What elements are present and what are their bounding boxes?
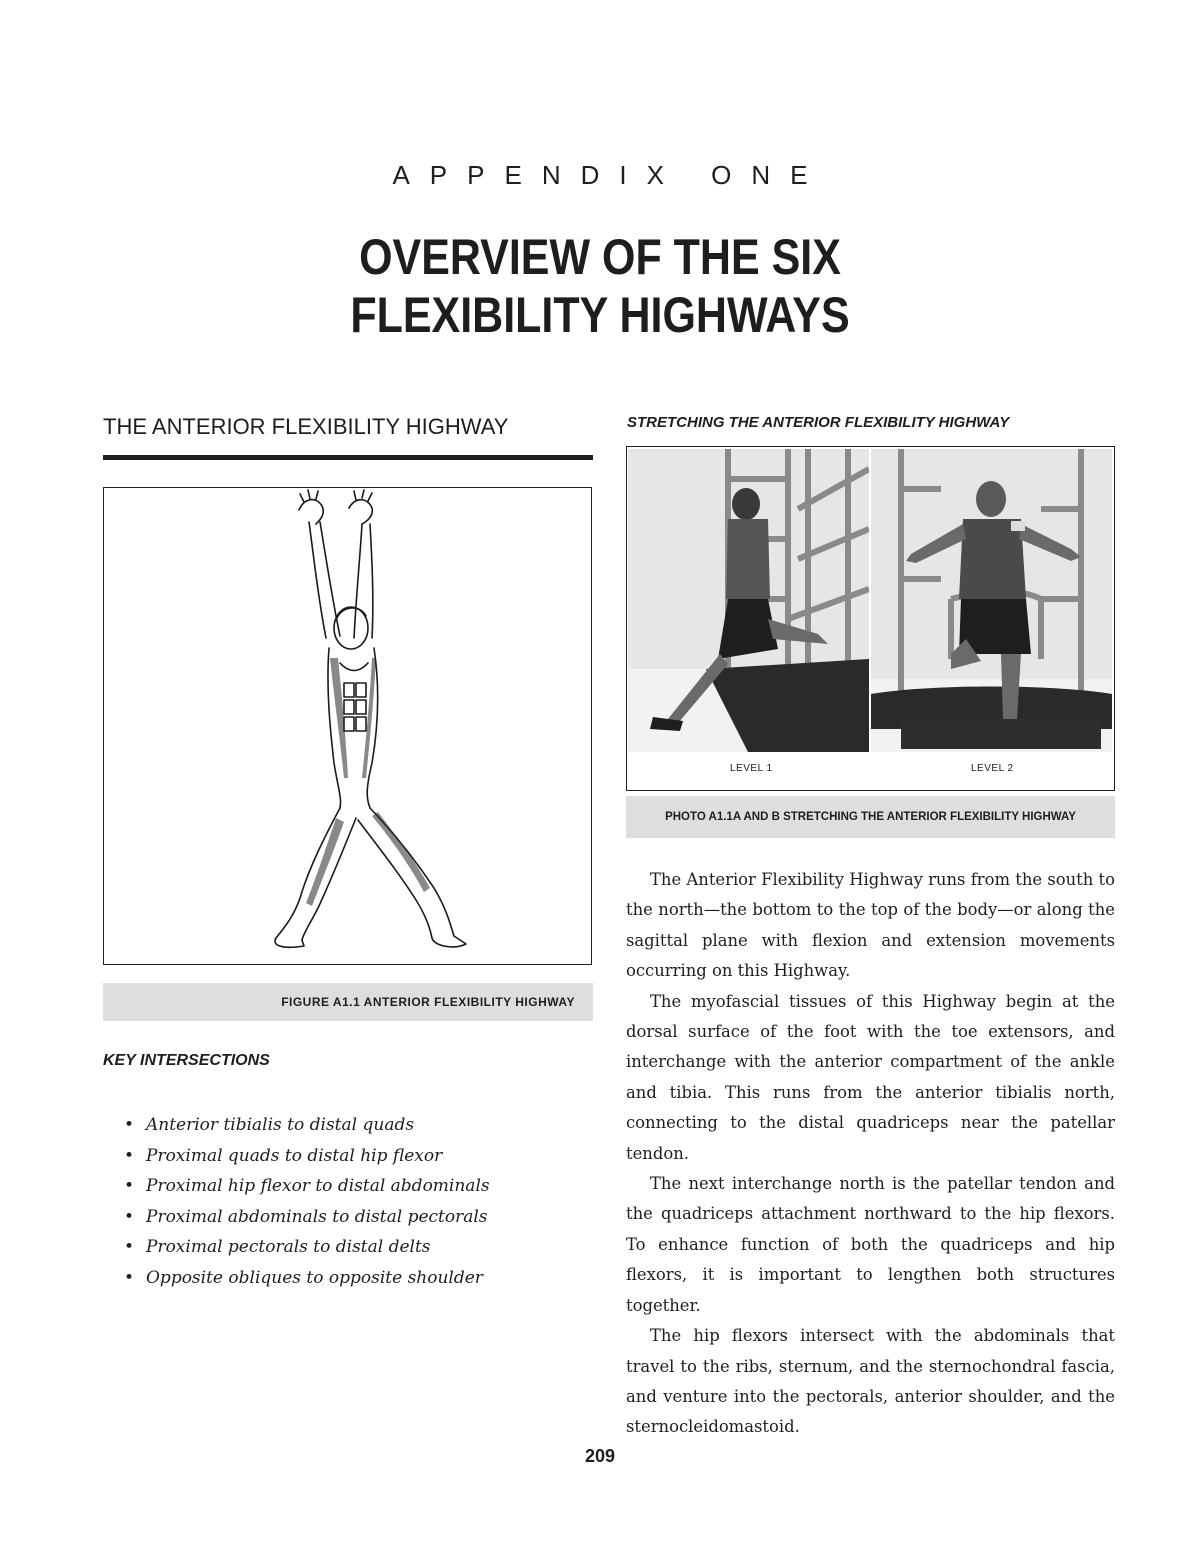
section-divider (103, 455, 593, 460)
paragraph: The myofascial tissues of this Highway begin at the dorsal surface of the foot with the toe extensors, and interchange with the anterior compartment of the ankle and tibia. This runs from the anterior tibialis north, connecting to the distal quadriceps near the patellar tendon. (626, 991, 1115, 1163)
photo-level-1 (628, 449, 869, 752)
list-item: • Proximal hip flexor to distal abdominals (124, 1171, 490, 1202)
photo-label-level-2: LEVEL 2 (971, 763, 1014, 774)
page-title (84, 228, 1116, 344)
paragraph: The next interchange north is the patellar tendon and the quadriceps attachment northward to the hip flexors. To enhance function of both the quadriceps and hip flexors, it is important to lengthen both structures together. (626, 1174, 1115, 1315)
list-item: • Anterior tibialis to distal quads (124, 1110, 490, 1141)
page-title-line-2: FLEXIBILITY HIGHWAYS (350, 287, 850, 343)
page-title-line-1: OVERVIEW OF THE SIX (359, 229, 841, 285)
photo-panel (626, 446, 1115, 791)
list-item: • Proximal quads to distal hip flexor (124, 1141, 490, 1172)
list-item: • Opposite obliques to opposite shoulder (124, 1263, 490, 1294)
list-item: • Proximal pectorals to distal delts (124, 1232, 490, 1263)
figure-anatomy-illustration (103, 487, 592, 965)
photo-label-level-1: LEVEL 1 (730, 763, 773, 774)
section-heading-stretching: STRETCHING THE ANTERIOR FLEXIBILITY HIGHWAY (627, 414, 1010, 431)
muscle-figure-drawing (104, 488, 591, 964)
figure-caption: FIGURE A1.1 ANTERIOR FLEXIBILITY HIGHWAY (103, 983, 593, 1021)
key-intersections-heading: KEY INTERSECTIONS (103, 1052, 270, 1069)
paragraph: The hip flexors intersect with the abdominals that travel to the ribs, sternum, and the sternochondral fascia, and venture into the pectorals, anterior shoulder, and the sternocleidomastoid. (626, 1326, 1115, 1437)
list-item: • Proximal abdominals to distal pectorals (124, 1202, 490, 1233)
photo-level-2 (871, 449, 1112, 752)
appendix-label: APPENDIX ONE (392, 160, 828, 190)
body-text (626, 865, 1115, 1443)
page-number: 209 (584, 1446, 616, 1466)
photo-caption: PHOTO A1.1A AND B STRETCHING THE ANTERIOR FLEXIBILITY HIGHWAY (626, 796, 1115, 838)
paragraph: The Anterior Flexibility Highway runs from the south to the north—the bottom to the top of the body—or along the sagittal plane with flexion and extension movements occurring on this Highway. (626, 870, 1115, 981)
key-intersections-list (124, 1110, 490, 1294)
section-heading-anterior: THE ANTERIOR FLEXIBILITY HIGHWAY (103, 414, 509, 439)
